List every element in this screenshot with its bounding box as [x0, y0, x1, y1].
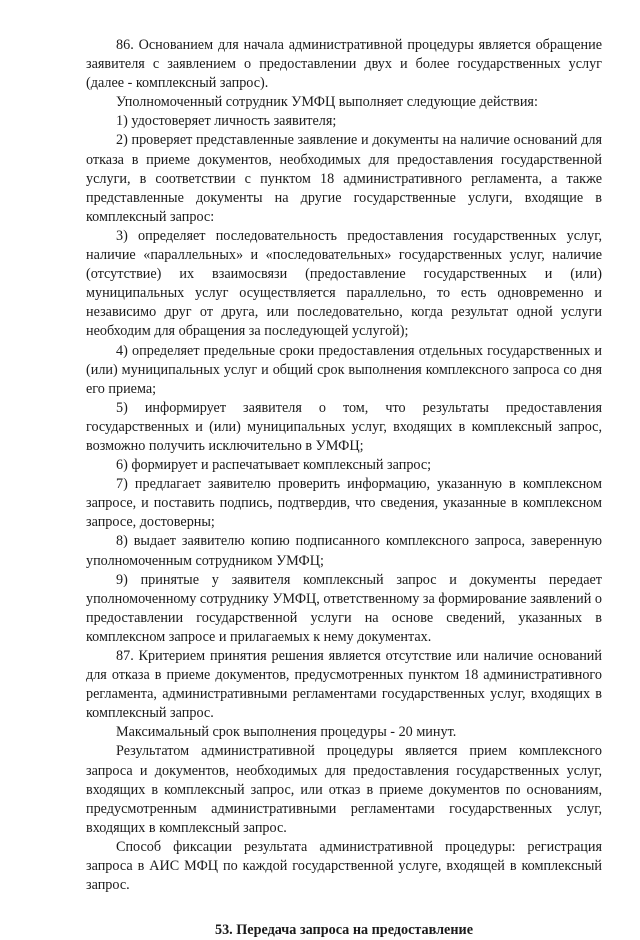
paragraph-actions-intro: Уполномоченный сотрудник УМФЦ выполняет следующие действия:: [116, 94, 538, 111]
list-item-5: 5) информирует заявителя о том, что результаты предоставления государственных и (или) муниципальных услуг, входящих в комплексный запрос, возможно получить исключительно в УМФЦ;: [86, 399, 602, 454]
list-item-3: 3) определяет последовательность предоставления государственных услуг, наличие «параллельных» и «последовательных» государственных услуг, наличие (отсутствие) их взаимосвязи (предоставление государственных и (или) муниципальных услуг осуществляется параллельно, то есть одновременно и независимо друг от друга, или последовательно, когда результат одной услуги необходим для обращения за последующей услугой);: [86, 227, 602, 340]
paragraph-result: Результатом административной процедуры является прием комплексного запроса и документов, необходимых для предоставления государственных услуг, входящих в комплексный запрос, или отказ в приеме документов по основаниям, предусмотренным административными регламентами государственных услуг, входящих в комплексный запрос.: [86, 743, 602, 836]
list-item-7: 7) предлагает заявителю проверить информацию, указанную в комплексном запросе, и поставить подпись, подтвердив, что сведения, указанные в комплексном запросе, достоверны;: [86, 476, 602, 531]
list-item-9: 9) принятые у заявителя комплексный запрос и документы передает уполномоченному сотруднику УМФЦ, ответственному за формирование заявлений о предоставлении государственной услуги на основе сведений, указанных в комплексном запросе и прилагаемых к нему документах.: [86, 571, 602, 645]
paragraph-max-time: Максимальный срок выполнения процедуры - 20 минут.: [116, 724, 457, 741]
list-item-2: 2) проверяет представленные заявление и документы на наличие оснований для отказа в приеме документов, необходимых для предоставления государственной услуги, в соответствии с пунктом 18 административного регламента, а также представленные документы на другие государственные услуги, входящие в комплексный запрос:: [86, 132, 602, 225]
paragraph-fixation: Способ фиксации результата административной процедуры: регистрация запроса в АИС МФЦ по каждой государственной услуге, входящей в комплексный запрос.: [86, 838, 602, 894]
list-item-1: 1) удостоверяет личность заявителя;: [116, 113, 337, 130]
paragraph-86: 86. Основанием для начала административной процедуры является обращение заявителя с заявлением о предоставлении двух и более государственных услуг (далее - комплексный запрос).: [86, 37, 602, 92]
section-heading: 53. Передача запроса на предоставление: [214, 922, 473, 939]
list-item-8: 8) выдает заявителю копию подписанного комплексного запроса, заверенную уполномоченным сотрудником УМФЦ;: [86, 533, 602, 569]
document-page: [86, 36, 602, 940]
list-item-4: 4) определяет предельные сроки предоставления отдельных государственных и (или) муниципальных услуг и общий срок выполнения комплексного запроса со дня его приема;: [86, 342, 602, 397]
paragraph-87: 87. Критерием принятия решения является отсутствие или наличие оснований для отказа в приеме документов, предусмотренных пунктом 18 административного регламента, административными регламентами государственных услуг, входящих в комплексный запрос.: [86, 648, 602, 722]
list-item-6: 6) формирует и распечатывает комплексный запрос;: [116, 457, 432, 474]
